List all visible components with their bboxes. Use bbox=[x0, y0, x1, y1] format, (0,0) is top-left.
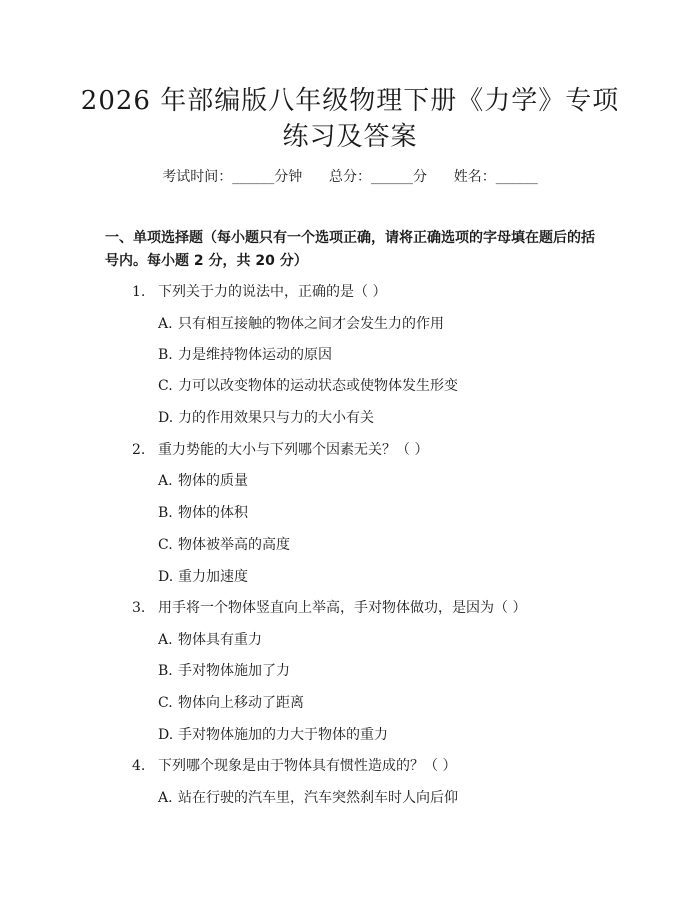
question-number: 4. bbox=[132, 758, 146, 774]
question-2 bbox=[132, 440, 428, 460]
option-letter: C. bbox=[158, 378, 173, 394]
option-letter: B. bbox=[158, 505, 173, 521]
question-number: 1. bbox=[132, 284, 146, 300]
question-3-option-a bbox=[158, 630, 262, 650]
section-heading-line2: 号内。每小题 2 分，共 20 分） bbox=[105, 253, 308, 269]
option-text: 物体具有重力 bbox=[178, 632, 262, 648]
option-letter: A. bbox=[158, 316, 173, 332]
document-title-line2: 练习及答案 bbox=[282, 122, 418, 152]
option-letter: D. bbox=[158, 410, 174, 426]
question-2-option-d bbox=[158, 567, 248, 587]
question-3-option-c bbox=[158, 693, 304, 713]
option-letter: C. bbox=[158, 537, 173, 553]
section-heading bbox=[105, 227, 625, 273]
question-1-option-c bbox=[158, 376, 458, 396]
option-text: 手对物体施加的力大于物体的重力 bbox=[178, 727, 388, 743]
question-1-option-b bbox=[158, 345, 332, 365]
option-text: 力可以改变物体的运动状态或使物体发生形变 bbox=[178, 378, 458, 394]
question-3-option-d bbox=[158, 725, 388, 745]
question-text: 用手将一个物体竖直向上举高，手对物体做功，是因为（ ） bbox=[158, 600, 527, 616]
option-letter: D. bbox=[158, 569, 174, 585]
question-2-option-b bbox=[158, 503, 248, 523]
question-number: 2. bbox=[132, 442, 146, 458]
option-letter: B. bbox=[158, 663, 173, 679]
option-letter: B. bbox=[158, 347, 173, 363]
question-text: 重力势能的大小与下列哪个因素无关？（ ） bbox=[158, 442, 429, 458]
option-text: 物体向上移动了距离 bbox=[178, 695, 304, 711]
question-text: 下列哪个现象是由于物体具有惯性造成的？（ ） bbox=[158, 758, 457, 774]
option-text: 站在行驶的汽车里，汽车突然刹车时人向后仰 bbox=[178, 790, 458, 806]
option-text: 重力加速度 bbox=[178, 569, 248, 585]
option-text: 手对物体施加了力 bbox=[178, 663, 290, 679]
question-3-option-b bbox=[158, 661, 290, 681]
option-letter: A. bbox=[158, 790, 173, 806]
option-text: 物体的体积 bbox=[178, 505, 248, 521]
exam-meta-line: 考试时间：______分钟 总分：______分 姓名：______ bbox=[162, 169, 538, 185]
option-text: 力是维持物体运动的原因 bbox=[178, 347, 332, 363]
section-heading-line1: 一、单项选择题（每小题只有一个选项正确，请将正确选项的字母填在题后的括 bbox=[105, 230, 595, 246]
option-letter: A. bbox=[158, 632, 173, 648]
option-letter: D. bbox=[158, 727, 174, 743]
option-text: 力的作用效果只与力的大小有关 bbox=[178, 410, 374, 426]
question-4-option-a bbox=[158, 788, 458, 808]
option-letter: A. bbox=[158, 473, 173, 489]
question-3 bbox=[132, 598, 526, 618]
question-1 bbox=[132, 282, 386, 302]
question-2-option-c bbox=[158, 535, 290, 555]
question-number: 3. bbox=[132, 600, 146, 616]
option-letter: C. bbox=[158, 695, 173, 711]
question-text: 下列关于力的说法中，正确的是（ ） bbox=[158, 284, 387, 300]
option-text: 物体的质量 bbox=[178, 473, 248, 489]
question-1-option-a bbox=[158, 314, 444, 334]
option-text: 只有相互接触的物体之间才会发生力的作用 bbox=[178, 316, 444, 332]
question-4 bbox=[132, 756, 456, 776]
question-1-option-d bbox=[158, 408, 374, 428]
option-text: 物体被举高的高度 bbox=[178, 537, 290, 553]
document-title-line1: 2026 年部编版八年级物理下册《力学》专项 bbox=[80, 86, 620, 116]
question-2-option-a bbox=[158, 471, 248, 491]
